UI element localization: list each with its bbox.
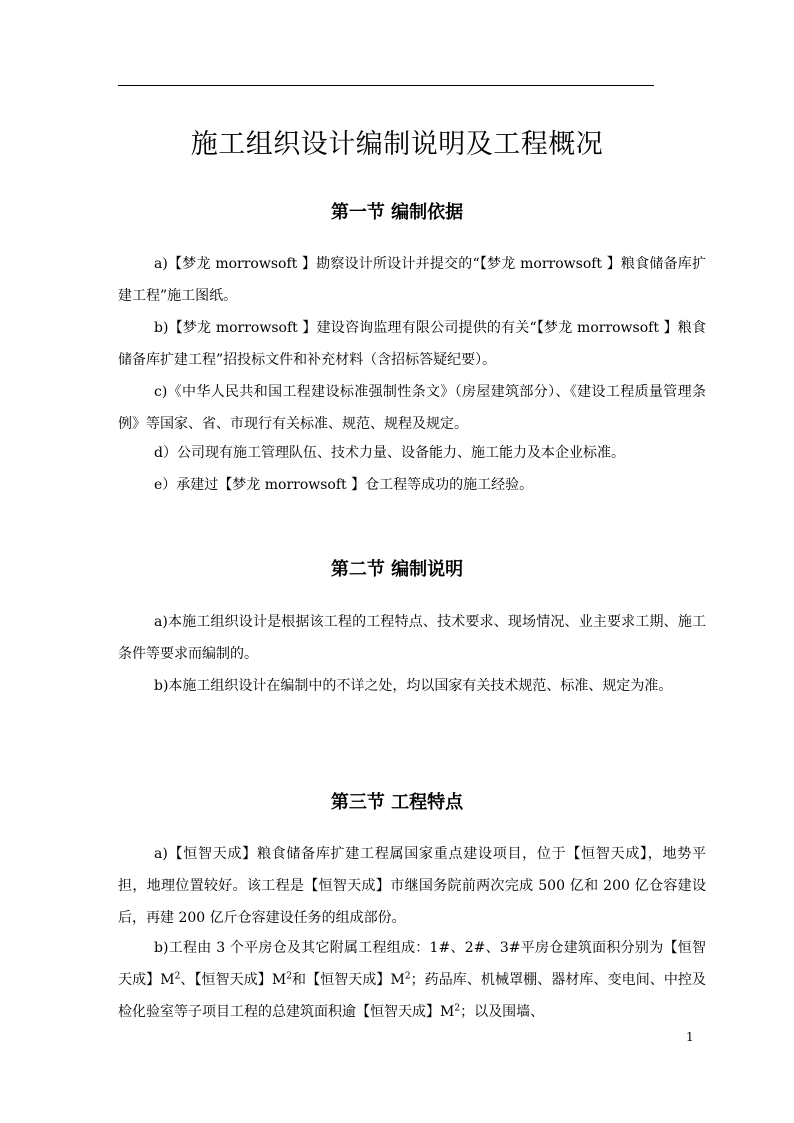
paragraph-with-superscripts [118, 932, 706, 1028]
paragraph: a)本施工组织设计是根据该工程的工程特点、技术要求、现场情况、业主要求工期、施工条件等要求而编制的。 [118, 614, 706, 662]
paragraph-text: b)工程由 3 个平房仓及其它附属工程组成：1#、2#、3#平房仓建筑面积分别为【恒智天成】M [118, 940, 706, 988]
page-number: 1 [686, 1030, 694, 1044]
header-rule [118, 85, 654, 86]
section-heading-basis: 第一节 编制依据 [330, 202, 464, 223]
paragraph: c)《中华人民共和国工程建设标准强制性条文》（房屋建筑部分）、《建设工程质量管理条例》等国家、省、市现行有关标准、规范、规程及规定。 [118, 384, 706, 432]
paragraph-text: 和【恒智天成】M [291, 972, 405, 988]
paragraph-text: 、【恒智天成】M [180, 972, 287, 988]
superscript: 2 [174, 971, 181, 982]
section-heading-notes: 第二节 编制说明 [330, 559, 464, 580]
paragraph-text: ；药品库、机械罩棚、器材库、变电间、中控及检化验室等子项目工程的总建筑面积逾【恒智天成】M [118, 972, 706, 1020]
section-heading-features: 第三节 工程特点 [330, 792, 464, 813]
superscript: 2 [286, 971, 292, 982]
superscript: 2 [454, 1003, 461, 1014]
paragraph: b)【梦龙 morrowsoft 】建设咨询监理有限公司提供的有关“【梦龙 morrowsoft 】粮食储备库扩建工程”招投标文件和补充材料（含招标答疑纪要）。 [118, 320, 706, 368]
paragraph: e）承建过【梦龙 morrowsoft 】仓工程等成功的施工经验。 [154, 477, 534, 493]
paragraph: a)【梦龙 morrowsoft 】勘察设计所设计并提交的“【梦龙 morrowsoft 】粮食储备库扩建工程”施工图纸。 [118, 256, 706, 304]
paragraph: a)【恒智天成】粮食储备库扩建工程属国家重点建设项目，位于【恒智天成】，地势平担，地理位置较好。该工程是【恒智天成】市继国务院前两次完成 500 亿和 200 亿仓容建设后，再建 200 亿斤仓容建设任务的组成部份。 [118, 846, 706, 926]
superscript: 2 [404, 971, 411, 982]
paragraph: b)本施工组织设计在编制中的不详之处，均以国家有关技术规范、标准、规定为准。 [154, 678, 673, 694]
document-title: 施工组织设计编制说明及工程概况 [190, 129, 604, 160]
paragraph-text: ；以及围墙、 [460, 1004, 545, 1020]
paragraph: d）公司现有施工管理队伍、技术力量、设备能力、施工能力及本企业标准。 [154, 445, 625, 461]
